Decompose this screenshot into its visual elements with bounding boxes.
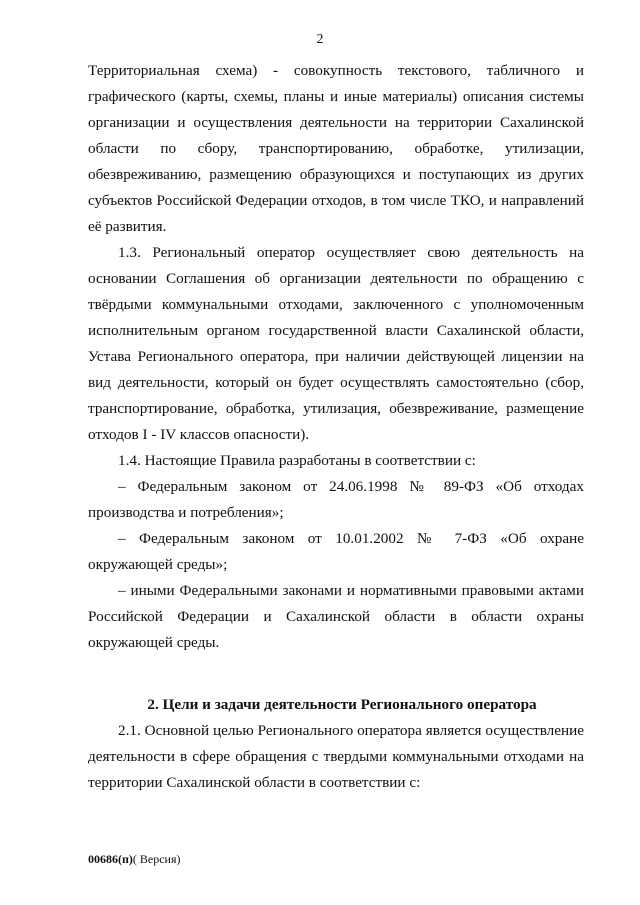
- document-version: ( Версия): [132, 852, 181, 866]
- law-item-89-fz: – Федеральным законом от 24.06.1998 № 89-ФЗ «Об отходах производства и потребления»;: [88, 478, 584, 521]
- document-footer: [88, 852, 181, 867]
- document-code: 00686(п): [88, 852, 133, 866]
- paragraph-2-1: 2.1. Основной целью Регионального оператора является осуществление деятельности в сфере обращения с твердыми коммунальными отходами на территории Сахалинской области в соответствии с:: [88, 722, 584, 791]
- paragraph-1-3: 1.3. Региональный оператор осуществляет свою деятельность на основании Соглашения об организации деятельности по обращению с твёрдыми коммунальными отходами, заключенного с уполномоченным исполнительным органом государственной власти Сахалинской области, Устава Регионального оператора, при наличии действующей лицензии на вид деятельности, который он будет осуществлять самостоятельно (сбор, транспортирование, обработка, утилизация, обезвреживание, размещение отходов I - IV классов опасности).: [88, 244, 584, 443]
- document-body: [88, 58, 584, 796]
- law-item-other-acts: – иными Федеральными законами и нормативными правовыми актами Российской Федерации и Сахалинской области в области охраны окружающей среды.: [88, 582, 584, 651]
- paragraph-territorial-scheme: Территориальная схема) - совокупность текстового, табличного и графического (карты, схемы, планы и иные материалы) описания системы организации и осуществления деятельности на территории Сахалинской области по сбору, транспортированию, обработке, утилизации, обезвреживанию, размещению образующихся и поступающих из других субъектов Российской Федерации отходов, в том числе ТКО, и направлений её развития.: [88, 62, 584, 235]
- paragraph-1-4: 1.4. Настоящие Правила разработаны в соответствии с:: [118, 452, 476, 469]
- page-number: 2: [316, 32, 324, 47]
- section-2-heading: 2. Цели и задачи деятельности Регионального оператора: [147, 696, 537, 713]
- law-item-7-fz: – Федеральным законом от 10.01.2002 № 7-ФЗ «Об охране окружающей среды»;: [88, 530, 584, 573]
